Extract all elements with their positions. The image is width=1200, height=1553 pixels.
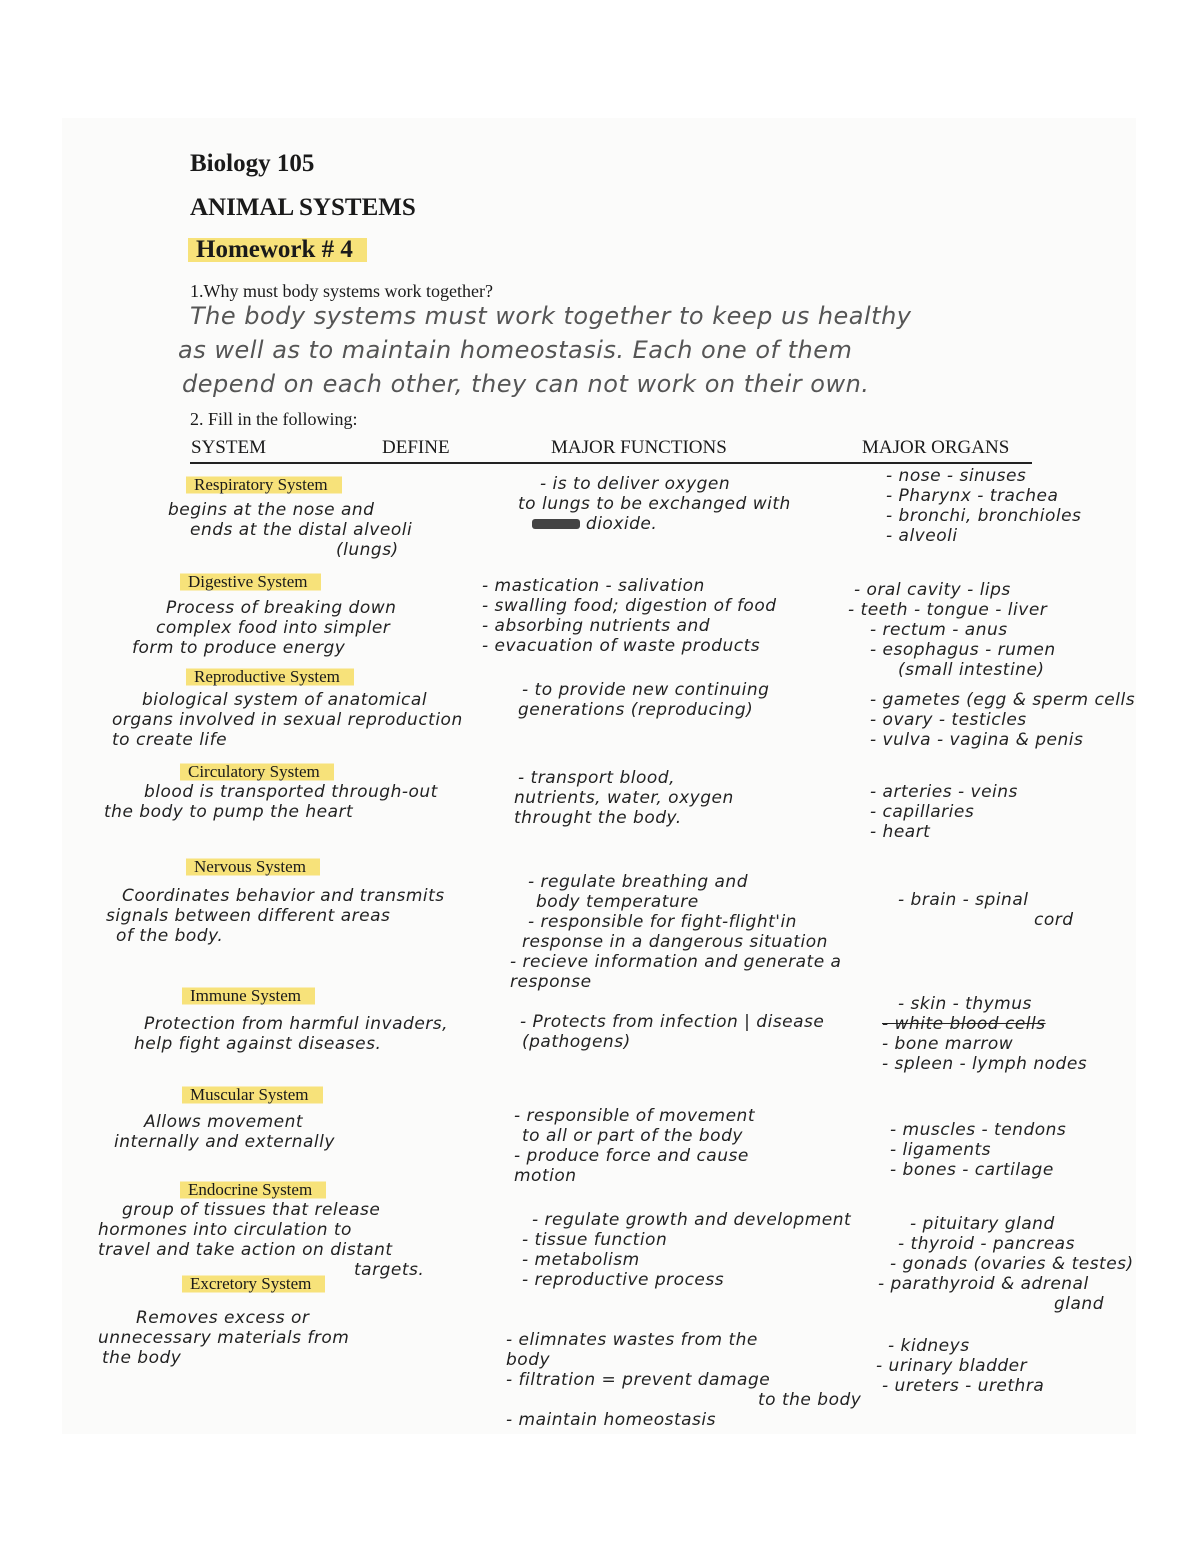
- organs-excretory: - kidneys - urinary bladder - ureters - urethra: [876, 1336, 1045, 1396]
- question-1-answer-line: depend on each other, they can not work on their own.: [182, 370, 870, 398]
- define-digestive: Process of breaking down complex food into simpler form to produce energy: [132, 598, 397, 658]
- course-title: Biology 105: [190, 150, 315, 177]
- organs-circulatory: - arteries - veins - capillaries - heart: [870, 782, 1018, 842]
- functions-muscular: - responsible of movement to all or part of the body - produce force and cause motion: [514, 1106, 755, 1186]
- system-label-immune: Immune System: [182, 986, 315, 1006]
- define-endocrine: group of tissues that release hormones into circulation to travel and take action on distant targets.: [98, 1200, 425, 1280]
- organs-reproductive: - gametes (egg & sperm cells - ovary - testicles - vulva - vagina & penis: [870, 690, 1136, 750]
- functions-excretory: - elimnates wastes from the body - filtration = prevent damage to the body - maintain homeostasis: [506, 1330, 862, 1430]
- define-immune: Protection from harmful invaders, help fight against diseases.: [134, 1014, 449, 1054]
- define-respiratory: begins at the nose and ends at the distal alveoli (lungs): [168, 500, 413, 560]
- functions-endocrine: - regulate growth and development - tissue function - metabolism - reproductive process: [522, 1210, 852, 1290]
- system-label-respiratory: Respiratory System: [186, 475, 342, 495]
- unit-title: ANIMAL SYSTEMS: [190, 194, 416, 221]
- question-1-prompt: 1.Why must body systems work together?: [190, 281, 493, 301]
- question-2-prompt: 2. Fill in the following:: [190, 409, 358, 429]
- system-label-muscular: Muscular System: [182, 1085, 323, 1105]
- system-label-circulatory: Circulatory System: [180, 762, 334, 782]
- functions-immune: - Protects from infection | disease (pathogens): [520, 1012, 825, 1052]
- column-header-define: DEFINE: [382, 437, 450, 458]
- functions-reproductive: - to provide new continuing generations (reproducing): [518, 680, 770, 720]
- organs-endocrine: - pituitary gland - thyroid - pancreas - gonads (ovaries & testes) - parathyroid & adrenal gland: [878, 1214, 1134, 1314]
- column-header-functions: MAJOR FUNCTIONS: [551, 437, 727, 458]
- organs-muscular: - muscles - tendons - ligaments - bones - cartilage: [890, 1120, 1067, 1180]
- functions-nervous: - regulate breathing and body temperature - responsible for fight-flight'in response in a dangerous situation - recieve information and generate a response: [510, 872, 842, 992]
- organs-immune: - skin - thymus - white blood cells - bone marrow - spleen - lymph nodes: [882, 994, 1088, 1074]
- organs-digestive: - oral cavity - lips - teeth - tongue - liver - rectum - anus - esophagus - rumen (small intestine): [848, 580, 1056, 680]
- homework-title: Homework # 4: [188, 236, 367, 264]
- organs-nervous: - brain - spinal cord: [898, 890, 1074, 930]
- column-header-system: SYSTEM: [191, 437, 266, 458]
- functions-digestive: - mastication - salivation - swalling food; digestion of food - absorbing nutrients and - evacuation of waste products: [482, 576, 777, 656]
- question-1-answer-line: The body systems must work together to keep us healthy: [190, 302, 912, 330]
- system-label-digestive: Digestive System: [180, 572, 321, 592]
- system-label-nervous: Nervous System: [186, 857, 320, 877]
- define-nervous: Coordinates behavior and transmits signals between different areas of the body.: [106, 886, 445, 946]
- header-rule: [190, 462, 1032, 464]
- question-1-answer-line: as well as to maintain homeostasis. Each one of them: [178, 336, 853, 364]
- define-muscular: Allows movement internally and externally: [114, 1112, 335, 1152]
- column-header-organs: MAJOR ORGANS: [862, 437, 1010, 458]
- system-label-excretory: Excretory System: [182, 1274, 325, 1294]
- crossed-out-word: [532, 519, 580, 529]
- define-reproductive: biological system of anatomical organs involved in sexual reproduction to create life: [112, 690, 463, 750]
- functions-respiratory: - is to deliver oxygen to lungs to be exchanged with dioxide.: [518, 474, 791, 534]
- system-label-reproductive: Reproductive System: [186, 667, 354, 687]
- system-label-endocrine: Endocrine System: [180, 1180, 326, 1200]
- functions-circulatory: - transport blood, nutrients, water, oxygen throught the body.: [514, 768, 734, 828]
- define-circulatory: blood is transported through-out the body to pump the heart: [104, 782, 438, 822]
- define-excretory: Removes excess or unnecessary materials from the body: [98, 1308, 350, 1368]
- organs-respiratory: - nose - sinuses - Pharynx - trachea - bronchi, bronchioles - alveoli: [886, 466, 1082, 546]
